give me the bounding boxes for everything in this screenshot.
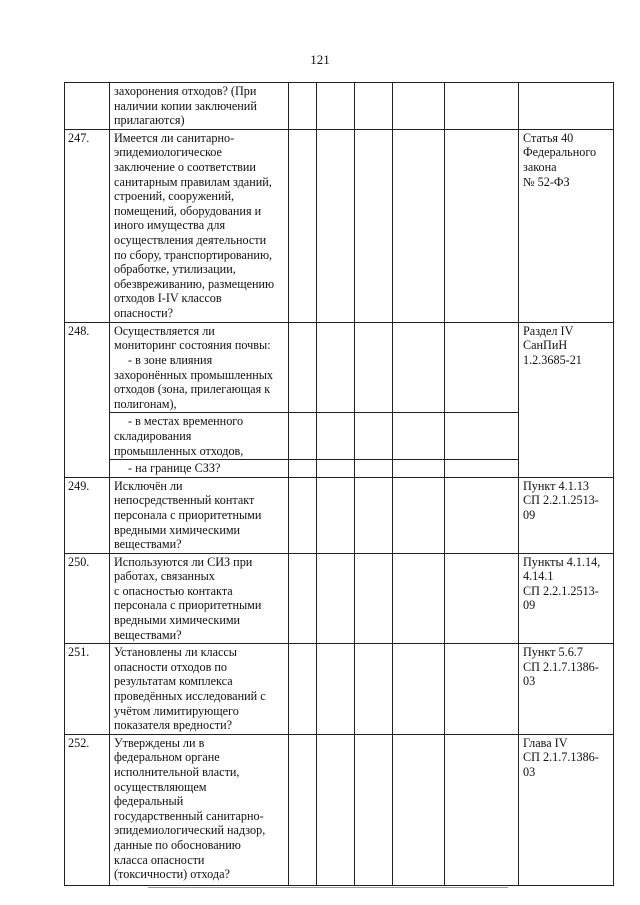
text-line: работах, связанных [114, 569, 215, 584]
text-line: исполнительной власти, [114, 765, 240, 779]
checklist-table [64, 82, 614, 886]
text-line: мониторинг состояния почвы: [114, 338, 271, 353]
question-cell [110, 553, 289, 644]
text-line: опасности отходов по [114, 659, 228, 674]
text-line: Глава IV [523, 735, 568, 750]
table-row [65, 553, 614, 644]
row-number: 250. [65, 553, 110, 644]
sub-item [114, 414, 284, 458]
text-line: полигонам), [114, 396, 177, 411]
reference-cell [519, 477, 614, 553]
text-line: результатам комплекса [114, 674, 233, 689]
text-line: непосредственный контакт [114, 493, 255, 508]
row-number: 248. [65, 322, 110, 477]
row-number: 247. [65, 129, 110, 322]
question-cell [110, 460, 289, 478]
question-text [114, 645, 284, 733]
text-line: отходов I-IV классов [114, 291, 222, 306]
text-line: опасности? [114, 305, 174, 320]
question-text [114, 479, 284, 552]
text-line: персонала с приоритетными [114, 598, 262, 613]
text-line: проведённых исследований с [114, 689, 266, 704]
text-line: (токсичности) отхода? [114, 867, 230, 882]
text-line: по сбору, транспортированию, [114, 247, 273, 262]
text-line: захоронения отходов? (При [114, 84, 257, 98]
reference-cell [519, 322, 614, 477]
question-text [114, 84, 284, 128]
text-line: Используются ли СИЗ при [114, 554, 253, 569]
text-line: осуществляющем [114, 779, 207, 794]
page-number: 121 [310, 52, 330, 67]
table-row [65, 322, 614, 413]
sub-item [114, 461, 284, 476]
text-line: обезвреживанию, размещению [114, 276, 275, 291]
text-line: наличии копии заключений [114, 98, 257, 113]
text-line: складирования [114, 428, 192, 443]
question-cell [110, 477, 289, 553]
text-line: № 52-ФЗ [523, 174, 570, 189]
row-number: 251. [65, 644, 110, 735]
text-line: вредными химическими [114, 522, 241, 537]
text-line: санитарным правилам зданий, [114, 174, 272, 189]
reference-cell [519, 553, 614, 644]
text-line: СП 2.1.7.1386-03 [523, 659, 599, 689]
sub-item [114, 353, 284, 411]
reference-cell [519, 129, 614, 322]
text-line: класса опасности [114, 852, 205, 867]
text-line: учётом лимитирующего [114, 703, 239, 718]
text-line: захоронённых промышленных [114, 367, 274, 382]
text-line: СП 2.1.7.1386-03 [523, 750, 599, 779]
text-line: заключение о соответствии [114, 159, 256, 174]
reference-cell [519, 644, 614, 735]
question-cell [110, 322, 289, 413]
text-line: эпидемиологическое [114, 145, 222, 160]
text-line: Статья 40 [523, 130, 574, 145]
text-line: Федерального закона [523, 145, 597, 174]
text-line: Исключён ли [114, 478, 183, 493]
text-line: вредными химическими [114, 613, 241, 628]
text-line: показателя вредности? [114, 718, 233, 733]
text-line: осуществления деятельности [114, 232, 267, 247]
text-line: персонала с приоритетными [114, 507, 262, 522]
text-line: веществами? [114, 627, 182, 642]
row-number: 252. [65, 734, 110, 885]
text-line: Пункт 5.6.7 [523, 645, 583, 660]
text-line: эпидемиологический надзор, [114, 823, 266, 838]
text-line: федеральный [114, 794, 184, 809]
text-line: СП 2.2.1.2513-09 [523, 583, 599, 613]
question-cell [110, 129, 289, 322]
text-line: Установлены ли классы [114, 645, 237, 660]
text-line: данные по обоснованию [114, 837, 241, 852]
table-row [65, 129, 614, 322]
text-line: отходов (зона, прилегающая к [114, 382, 271, 397]
text-line: прилагаются) [114, 113, 185, 128]
text-line: СанПиН 1.2.3685-21 [523, 338, 582, 367]
question-text [114, 736, 284, 882]
text-line: федеральном органе [114, 750, 220, 765]
text-line: - в зоне влияния [128, 352, 213, 367]
text-line: промышленных отходов, [114, 443, 244, 458]
text-line: Пункт 4.1.13 [523, 478, 590, 493]
question-cell [110, 734, 289, 885]
question-cell [110, 413, 289, 460]
table-row [65, 734, 614, 885]
text-line: иного имущества для [114, 218, 226, 233]
question-text [114, 555, 284, 643]
question-cell [110, 83, 289, 130]
text-line: Раздел IV [523, 323, 574, 338]
text-line: обработке, утилизации, [114, 262, 236, 277]
question-text [114, 324, 284, 353]
text-line: Имеется ли санитарно- [114, 130, 235, 145]
bottom-rule [148, 887, 508, 888]
text-line: Утверждены ли в [114, 735, 205, 750]
text-line: строений, сооружений, [114, 189, 235, 204]
reference-cell [519, 734, 614, 885]
reference-cell [519, 83, 614, 130]
table-row [65, 477, 614, 553]
text-line: помещений, оборудования и [114, 203, 262, 218]
text-line: веществами? [114, 537, 182, 552]
table-row [65, 83, 614, 130]
text-line: - на границе СЗЗ? [128, 461, 221, 476]
question-text [114, 131, 284, 321]
text-line: с опасностью контакта [114, 583, 233, 598]
text-line: - в местах временного [128, 414, 244, 429]
question-cell [110, 644, 289, 735]
row-number [65, 83, 110, 130]
text-line: СП 2.2.1.2513-09 [523, 493, 599, 522]
table-row [65, 644, 614, 735]
text-line: Осуществляется ли [114, 323, 215, 338]
text-line: Пункты 4.1.14, 4.14.1 [523, 554, 601, 584]
row-number: 249. [65, 477, 110, 553]
text-line: государственный санитарно- [114, 808, 264, 823]
